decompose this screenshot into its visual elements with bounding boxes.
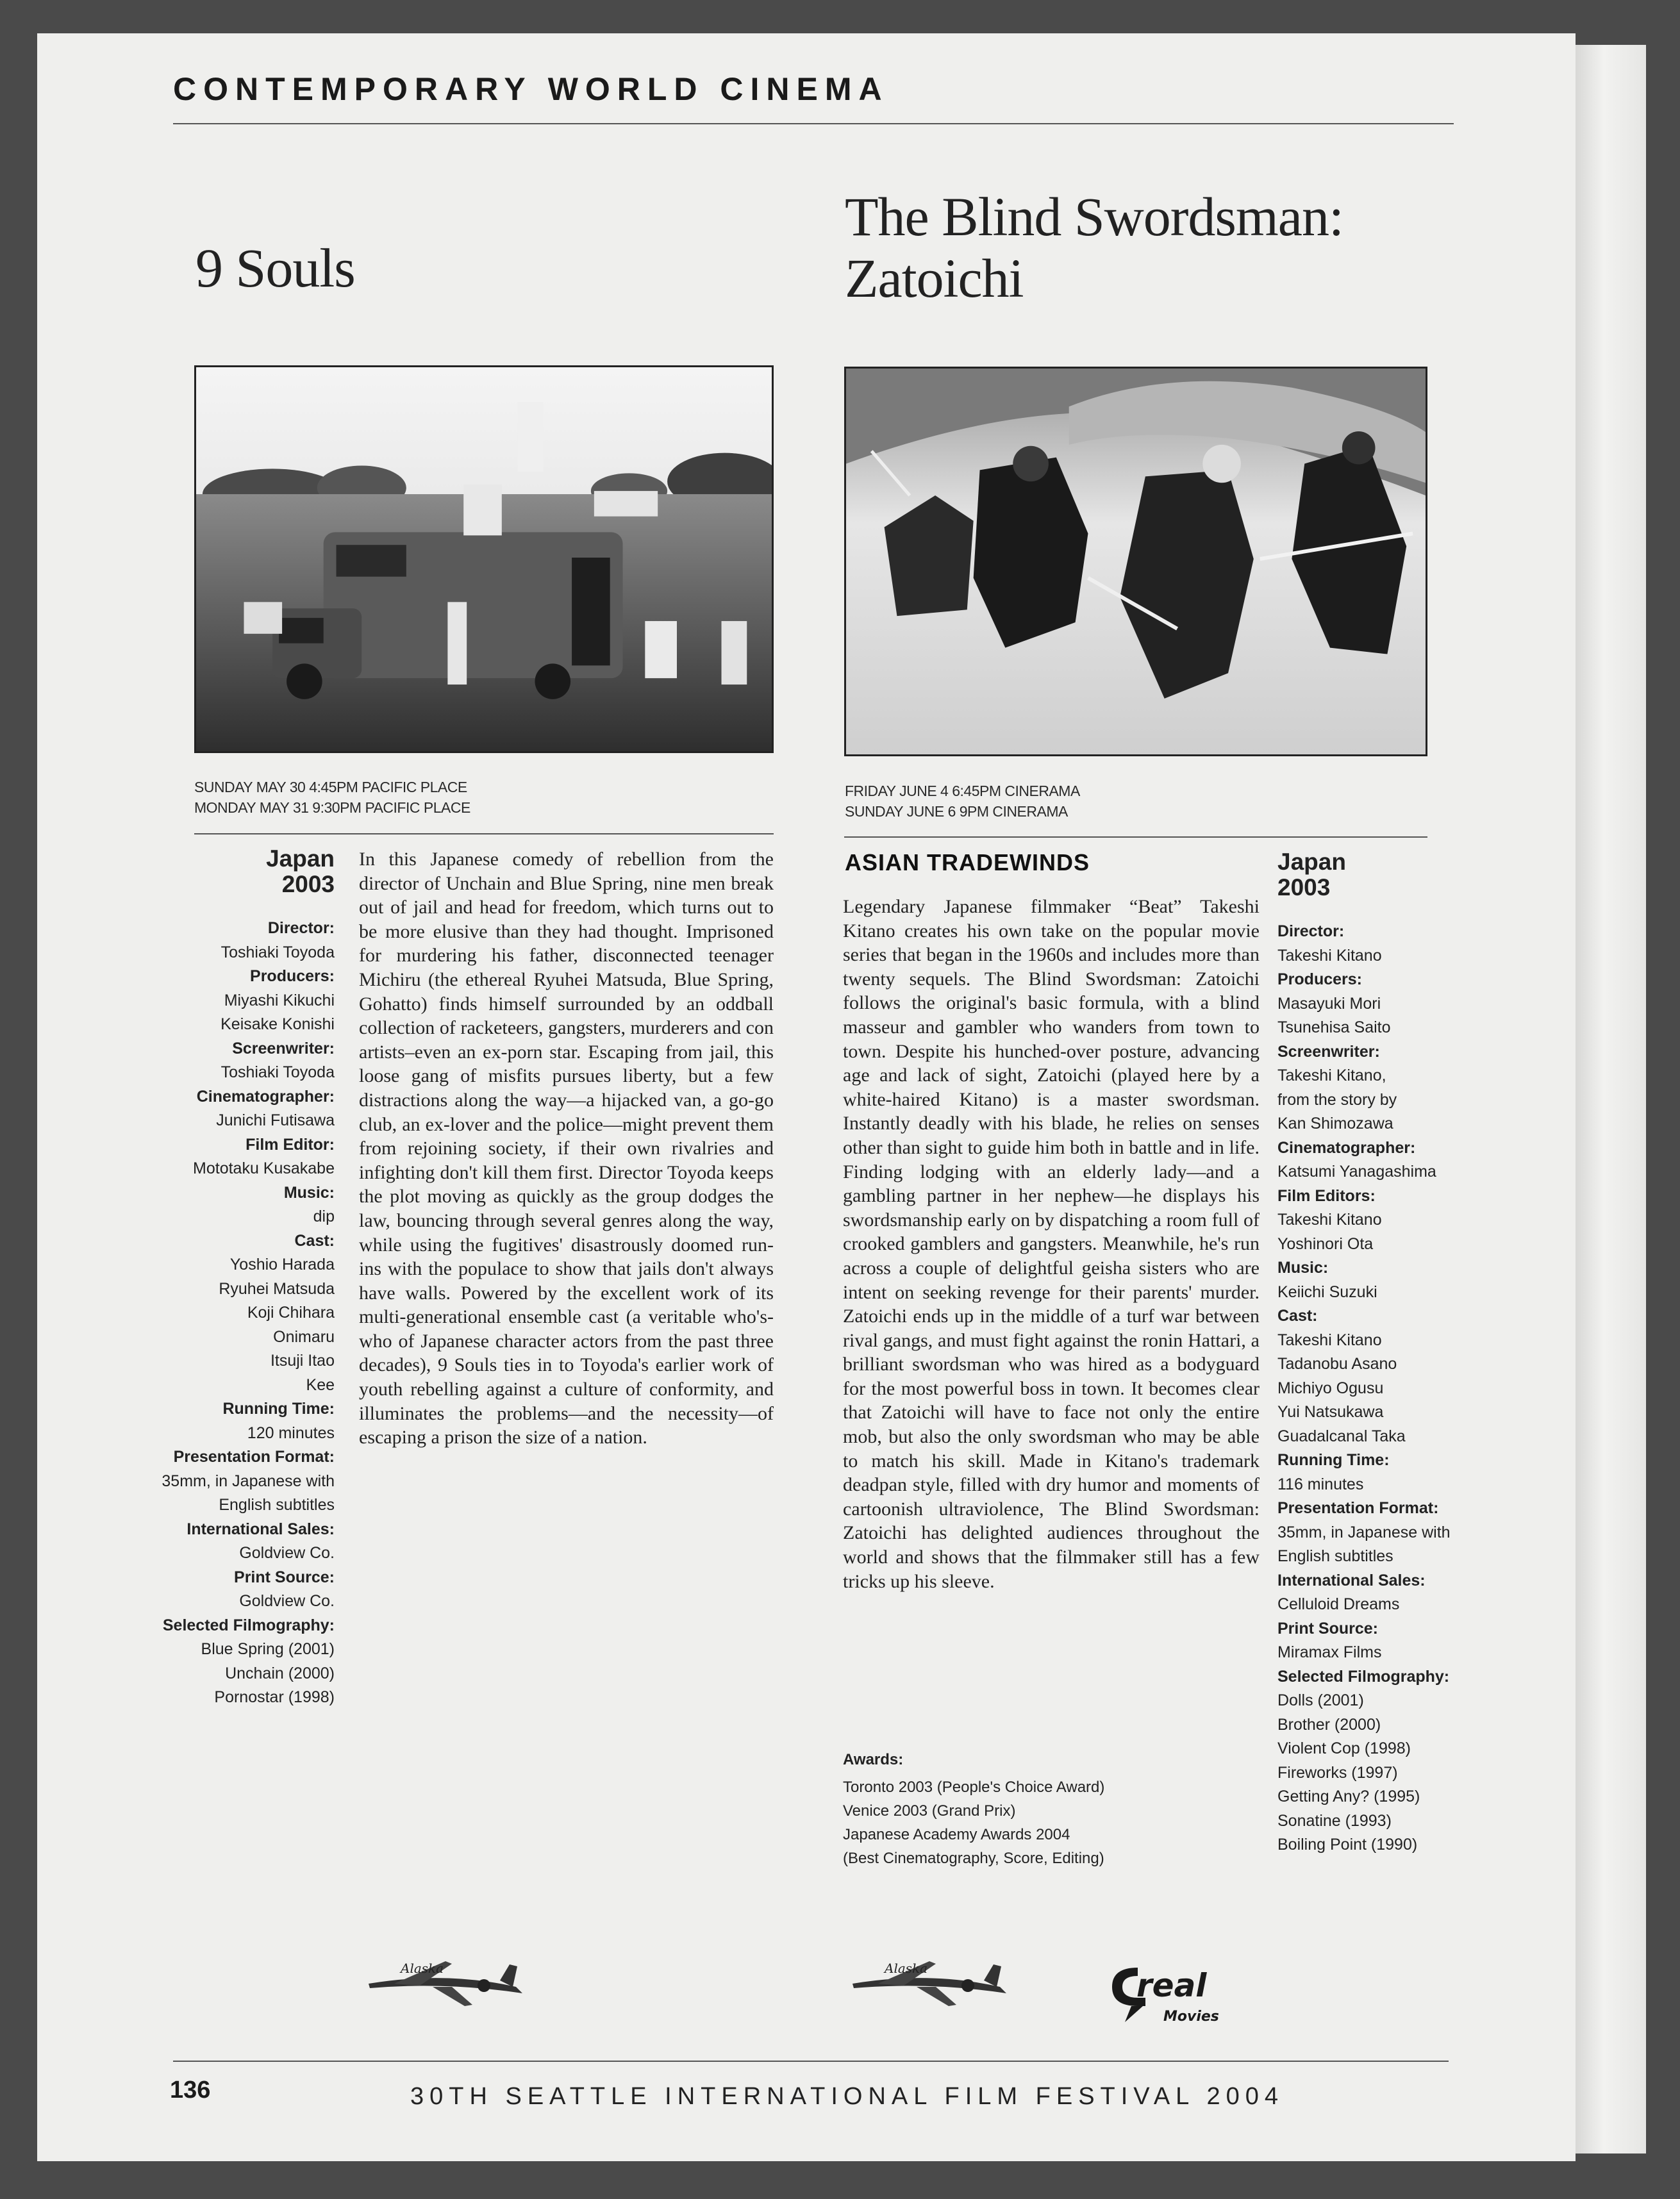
credit-value: Koji Chihara	[247, 1304, 335, 1322]
next-page-edge	[1576, 45, 1646, 2153]
credit-label: Screenwriter:	[1277, 1042, 1380, 1061]
film2-title	[845, 186, 1343, 309]
credit-label: Print Source:	[234, 1568, 335, 1586]
credit-value: Unchain (2000)	[225, 1664, 335, 1682]
credit-value: Blue Spring (2001)	[201, 1640, 335, 1658]
credit-value: Takeshi Kitano,	[1277, 1066, 1386, 1084]
footer-rule	[173, 2061, 1449, 2062]
credit-value: Katsumi Yanagashima	[1277, 1163, 1436, 1181]
credit-label: Selected Filmography:	[1277, 1667, 1450, 1686]
real-movies-label: Movies	[1163, 2009, 1219, 2025]
credit-value: Kan Shimozawa	[1277, 1115, 1393, 1133]
credit-label: Music:	[1277, 1259, 1329, 1277]
award-item: (Best Cinematography, Score, Editing)	[843, 1850, 1104, 1867]
credit-label: Print Source:	[1277, 1619, 1378, 1638]
credit-value: 120 minutes	[247, 1423, 335, 1442]
credit-label: Cast:	[1277, 1307, 1318, 1325]
screening-item: SUNDAY MAY 30 4:45PM PACIFIC PLACE	[194, 779, 467, 795]
film2-screenings	[845, 781, 1080, 822]
film1-country: Japan	[266, 845, 335, 872]
credit-value: Miramax Films	[1277, 1643, 1382, 1661]
credit-value: Ryuhei Matsuda	[219, 1279, 335, 1298]
credit-label: Presentation Format:	[1277, 1499, 1439, 1517]
credit-value: English subtitles	[1277, 1547, 1393, 1565]
credit-value: Yoshio Harada	[229, 1256, 335, 1274]
credit-value: 35mm, in Japanese with	[162, 1472, 335, 1490]
film1-title: 9 Souls	[195, 237, 355, 299]
credit-label: Music:	[283, 1183, 335, 1202]
credit-label: International Sales:	[187, 1520, 335, 1538]
credit-label: Running Time:	[1277, 1451, 1390, 1469]
credit-value: Fireworks (1997)	[1277, 1763, 1398, 1782]
credit-value: Guadalcanal Taka	[1277, 1427, 1406, 1445]
credit-value: 116 minutes	[1277, 1475, 1364, 1493]
credit-label: Screenwriter:	[232, 1039, 335, 1058]
credit-label: Selected Filmography:	[162, 1616, 335, 1634]
award-item: Toronto 2003 (People's Choice Award)	[843, 1779, 1105, 1796]
award-item: Venice 2003 (Grand Prix)	[843, 1802, 1016, 1820]
film2-title-line1: The Blind Swordsman:	[845, 186, 1343, 247]
realnetworks-movies-logo	[1106, 1958, 1240, 2029]
film2-year: 2003	[1277, 874, 1331, 900]
credit-label: Cinematographer:	[1277, 1138, 1416, 1157]
footer-festival-name: 30TH SEATTLE INTERNATIONAL FILM FESTIVAL 2004	[410, 2083, 1284, 2110]
awards-label: Awards:	[843, 1751, 904, 1768]
credit-label: Cinematographer:	[196, 1087, 335, 1106]
header-rule	[173, 123, 1454, 124]
award-item: Japanese Academy Awards 2004	[843, 1826, 1070, 1843]
credit-value: Brother (2000)	[1277, 1715, 1381, 1734]
credit-value: Takeshi Kitano	[1277, 1331, 1382, 1349]
credit-value: Tsunehisa Saito	[1277, 1018, 1391, 1036]
credit-value: Yoshinori Ota	[1277, 1234, 1374, 1253]
credit-value: Keisake Konishi	[220, 1015, 335, 1033]
credit-label: Cast:	[294, 1231, 335, 1250]
credit-label: Director:	[1277, 922, 1345, 940]
credit-value: Yui Natsukawa	[1277, 1403, 1384, 1421]
credit-label: International Sales:	[1277, 1571, 1426, 1589]
film1-still-photo	[194, 365, 774, 753]
credit-value: Boiling Point (1990)	[1277, 1836, 1418, 1854]
film2-rule	[844, 836, 1427, 838]
film2-awards	[843, 1748, 1104, 1870]
credit-value: Takeshi Kitano	[1277, 1211, 1382, 1229]
credit-value: 35mm, in Japanese with	[1277, 1523, 1451, 1541]
credit-value: Pornostar (1998)	[214, 1688, 335, 1706]
credit-value: Itsuji Itao	[270, 1352, 335, 1370]
film2-country: Japan	[1277, 849, 1346, 875]
credit-label: Director:	[267, 919, 335, 937]
screening-item: MONDAY MAY 31 9:30PM PACIFIC PLACE	[194, 799, 470, 816]
credit-value: Keiichi Suzuki	[1277, 1282, 1377, 1301]
film1-credits	[115, 846, 335, 1710]
airline-script: Alaska	[401, 1961, 444, 1976]
credit-value: Violent Cop (1998)	[1277, 1739, 1411, 1757]
credit-label: Presentation Format:	[173, 1448, 335, 1466]
credit-value: dip	[313, 1207, 335, 1225]
credit-value: Sonatine (1993)	[1277, 1811, 1392, 1830]
credit-value: Toshiaki Toyoda	[220, 1063, 335, 1081]
alaska-airlines-logo-2	[840, 1948, 1019, 2012]
credit-value: Masayuki Mori	[1277, 994, 1381, 1013]
section-header: CONTEMPORARY WORLD CINEMA	[173, 71, 889, 107]
credit-value: Takeshi Kitano	[1277, 946, 1382, 965]
film1-screenings	[194, 777, 470, 818]
credit-value: Miyashi Kikuchi	[224, 991, 335, 1009]
credit-value: Getting Any? (1995)	[1277, 1788, 1420, 1805]
credit-label: Running Time:	[222, 1400, 335, 1418]
credit-value: Onimaru	[273, 1327, 335, 1346]
film2-credits	[1277, 849, 1489, 1857]
credit-value: Toshiaki Toyoda	[220, 943, 335, 961]
page-number: 136	[170, 2077, 211, 2104]
credit-value: Mototaku Kusakabe	[193, 1159, 335, 1177]
credit-value: Tadanobu Asano	[1277, 1355, 1397, 1373]
credit-label: Producers:	[250, 967, 335, 985]
credit-value: Goldview Co.	[239, 1544, 335, 1562]
credit-value: Michiyo Ogusu	[1277, 1379, 1384, 1397]
section-tag-asian-tradewinds: ASIAN TRADEWINDS	[845, 849, 1090, 875]
credit-label: Film Editor:	[245, 1135, 335, 1154]
film1-rule	[194, 833, 774, 834]
credit-value: Junichi Futisawa	[216, 1111, 335, 1129]
film2-title-line2: Zatoichi	[845, 247, 1024, 309]
airline-script: Alaska	[885, 1961, 928, 1976]
real-wordmark: real	[1136, 1967, 1207, 2004]
credit-value: Kee	[306, 1375, 335, 1394]
credit-label: Film Editors:	[1277, 1186, 1376, 1205]
credit-value: Celluloid Dreams	[1277, 1595, 1400, 1613]
credit-value: English subtitles	[219, 1496, 335, 1514]
film1-year: 2003	[281, 871, 335, 897]
credit-value: Goldview Co.	[239, 1592, 335, 1610]
film2-synopsis: Legendary Japanese filmmaker “Beat” Takeshi Kitano creates his own take on the popular movie series that began in the 1960s and includes more than twenty sequels. The Blind Swordsman: Zatoichi follows the original's basic formula, with a blind masseur and gambler who wanders from town to town. Despite his hunched-over posture, advancing age and lack of sight, Zatoichi (played here by a white-haired Kitano) is a master swordsman. Instantly deadly with his blade, he relies on senses other than sight to guide him both in battle and in life. Finding lodging with an elderly lady—and a gambling partner in her nephew—he displays his swordsmanship early on by dispatching a room full of crooked gamblers and gangsters. Meanwhile, he's run across a couple of delightful geisha sisters who are intent on seeking revenge for their parents' murder. Zatoichi ends up in the middle of a turf war between rival gangs, and must fight against the ronin Hattari, a brilliant swordsman who was hired as a bodyguard for the most powerful boss in town. It becomes clear that Zatoichi will have to face not only the entire mob, but also the only swordsman who may be able to match his skill. Made in Kitano's trademark deadpan style, filled with dry humor and moments of cartoonish ultraviolence, The Blind Swordsman: Zatoichi has delighted audiences throughout the world and shows that the filmmaker still has a few tricks up his sleeve.	[843, 896, 1260, 1592]
film1-synopsis: In this Japanese comedy of rebellion from the director of Unchain and Blue Spring, nine men break out of jail and head for freedom, which turns out to be more elusive than they had thought. Imprisoned for murdering his father, disconnected teenager Michiru (the ethereal Ryuhei Matsuda, Blue Spring, Gohatto) finds himself surrounded by an oddball collection of racketeers, gangsters, murderers and con artists–even an ex-porn star. Escaping from jail, this loose gang of misfits pursues liberty, but a few distractions along the way—a hijacked van, a go-go club, an ex-lover and the police—might prevent them from rejoining society, if their own rivalries and infighting don't kill them first. Director Toyoda keeps the plot moving as quickly as the group dodges the law, bouncing through several genres along the way, while using the fugitives' disastrously doomed run-ins with the populace to show that jails don't always have walls. Powered by the excellent work of its multi-generational ensemble cast (a veritable who's-who of Japanese character actors from the past three decades), 9 Souls ties in to Toyoda's earlier work of youth rebelling against a culture of conformity, and illuminates the problems—and the necessity—of escaping a prison the size of a nation.	[359, 849, 774, 1448]
credit-label: Producers:	[1277, 970, 1362, 988]
screening-item: SUNDAY JUNE 6 9PM CINERAMA	[845, 803, 1068, 820]
film2-still-photo	[844, 367, 1427, 756]
credit-value: Dolls (2001)	[1277, 1691, 1364, 1709]
screening-item: FRIDAY JUNE 4 6:45PM CINERAMA	[845, 783, 1080, 799]
alaska-airlines-logo-1	[356, 1948, 535, 2012]
credit-value: from the story by	[1277, 1090, 1397, 1109]
